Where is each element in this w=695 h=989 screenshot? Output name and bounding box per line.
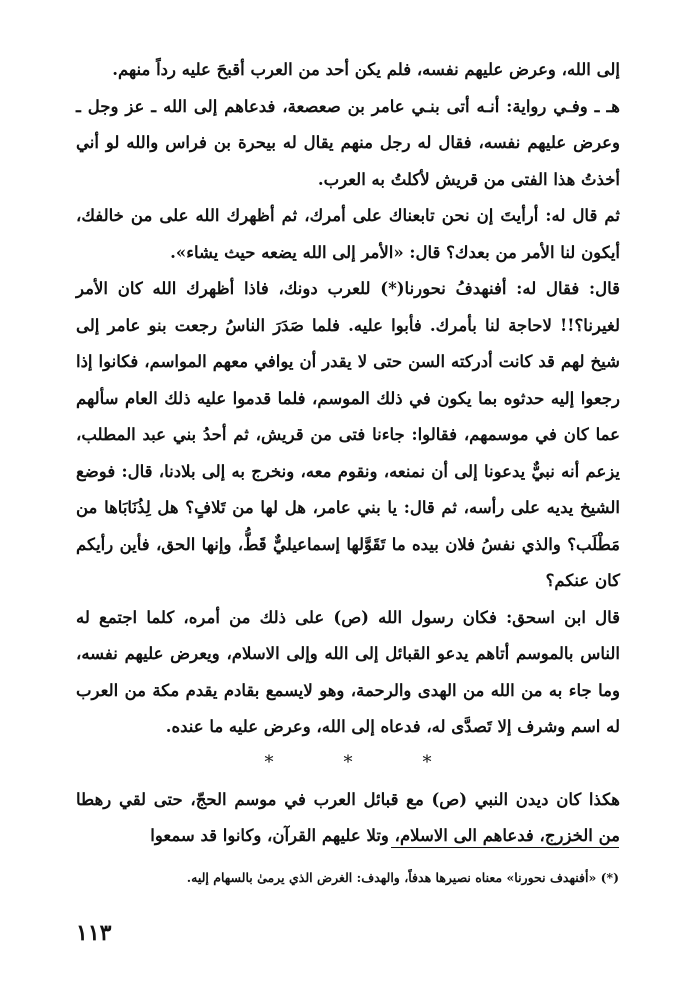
paragraph-2: هـ ـ وفـي رواية: أنـه أتى بنـي عامر بن صعصعة، فدعاهم إلى الله ـ عز وجل ـ وعرض عليهم نفسه، فقال له رجل منهم يقال له بيحرة بن فراس والله لو أني أخذتُ هذا الفتى من قريش لأكلتُ به العرب. <box>76 96 620 189</box>
paragraph-1: إلى الله، وعرض عليهم نفسه، فلم يكن أحد من العرب أقبحَ عليه رداً منهم. <box>112 60 620 79</box>
page-body <box>76 52 620 855</box>
separator-star: * <box>422 751 432 773</box>
page-number: ١١٣ <box>76 920 112 946</box>
footnote-rule <box>391 847 619 848</box>
separator-star: * <box>264 751 274 773</box>
paragraph-5: قال ابن اسحق: فكان رسول الله (ص) على ذلك من أمره، كلما اجتمع له الناس بالموسم أتاهم يدعو القبائل إلى الله وإلى الاسلام، ويعرض عليهم نفسه، وما جاء به من الله من الهدى والرحمة، وهو لايسمع بقادم يقدم مكة من العرب له اسم وشرف إلا تَصدَّى له، فدعاه إلى الله، وعرض عليه ما عنده. <box>76 607 620 736</box>
paragraph-4: قال: فقال له: أفنهدفُ نحورنا(*) للعرب دونك، فاذا أظهرك الله كان الأمر لغيرنا؟!! لاحاجة لنا بأمرك. فأبوا عليه. فلما صَدَرَ الناسُ رجعت بنو عامر إلى شيخ لهم قد كانت أدركته السن حتى لا يقدر أن يوافي معهم المواسم، فكانوا إذا رجعوا إليه حدثوه بما يكون في ذلك الموسم، فلما قدموا عليه ذلك العام سألهم عما كان في موسمهم، فقالوا: جاءنا فتى من قريش، ثم أحدُ بني عبد المطلب، يزعم أنه نبيٌّ يدعونا إلى أن نمنعه، ونقوم معه، ونخرج به إلى بلادنا، قال: فوضع الشيخ يديه على رأسه، ثم قال: يا بني عامر، هل لها من تَلافٍ؟ هل لِذُنَابَاها من مَطْلَب؟ والذي نفسُ فلان بيده ما تَقَوَّلها إسماعيليٌّ قَطُّ، وإنها الحق، فأين رأيكم كان عنكم؟ <box>76 279 620 590</box>
section-separator <box>76 750 620 776</box>
footnote: (*) «أفنهدف نحورنا» معناه نصيرها هدفاً، والهدف: الغرض الذي يرمىٰ بالسهام إليه. <box>186 870 619 885</box>
paragraph-6: هكذا كان ديدن النبي (ص) مع قبائل العرب في موسم الحجّ، حتى لقي رهطا من الخزرج، فدعاهم الى الاسلام، وتلا عليهم القرآن، وكانوا قد سمعوا <box>76 789 620 845</box>
paragraph-3: ثم قال له: أرأيتَ إن نحن تابعناك على أمرك، ثم أظهرك الله على من خالفك، أيكون لنا الأمر من بعدك؟ قال: «الأمر إلى الله يضعه حيث يشاء». <box>76 206 620 262</box>
separator-star: * <box>343 751 353 773</box>
